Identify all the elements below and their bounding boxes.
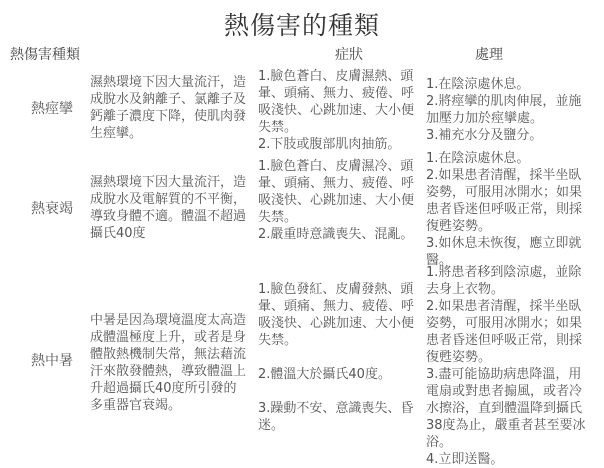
treatment-item: 1.在陰涼處休息。	[426, 77, 530, 92]
row-symptoms-heat-cramps	[258, 68, 416, 153]
symptom-item: 2.嚴重時意識喪失、混亂。	[258, 227, 414, 242]
row-name-heat-stroke: 熱中暑	[31, 353, 73, 369]
symptom-item: 3.躁動不安、意識喪失、昏迷。	[258, 401, 414, 433]
row-treatment-heat-cramps	[426, 76, 594, 144]
row-description-heat-cramps: 濕熱環境下因大量流汗，造成脫水及鈉離子、氯離子及鈣離子濃度下降，使肌肉發生痙攣。	[90, 75, 247, 141]
symptom-item: 1.臉色發紅、皮膚發熱、頭暈、頭痛、無力、疲倦、呼吸淺快、心跳加速、大小便失禁。	[258, 282, 415, 348]
treatment-item: 2.如果患者清醒，採半坐臥姿勢，可服用冰開水；如果患者昏迷但呼吸正常，則採復甦姿勢。	[426, 299, 583, 365]
treatment-item: 1.將患者移到陰涼處，並除去身上衣物。	[426, 265, 582, 297]
column-header-symptoms: 症狀	[335, 47, 363, 63]
treatment-item: 3.補充水分及鹽分。	[426, 128, 543, 143]
row-description-heat-exhaustion: 濕熱環境下因大量流汗，造成脫水及電解質的不平衡，導致身體不適。體溫不超過攝氏40度	[90, 175, 247, 241]
treatment-item: 3.盡可能協助病患降溫，用電扇或對患者搧風，或者冷水擦浴，直到體溫降到攝氏38度為止，嚴重者甚至要冰浴。	[426, 367, 586, 450]
page-title: 熱傷害的種類	[223, 11, 380, 40]
row-treatment-heat-stroke	[426, 264, 594, 468]
row-symptoms-heat-stroke	[258, 281, 416, 434]
row-symptoms-heat-exhaustion	[258, 158, 416, 243]
symptom-item: 1.臉色蒼白、皮膚濕熱、頭暈、頭痛、無力、疲倦、呼吸淺快、心跳加速、大小便失禁。	[258, 69, 415, 135]
treatment-item: 2.如果患者清醒，採半坐臥姿勢，可服用冰開水；如果患者昏迷但呼吸正常，則採復甦姿勢。	[426, 168, 583, 234]
column-header-treatment: 處理	[475, 47, 503, 63]
treatment-item: 4.立即送醫。	[426, 452, 504, 467]
treatment-item: 1.在陰涼處休息。	[426, 151, 530, 166]
symptom-item: 1.臉色蒼白、皮膚濕冷、頭暈、頭痛、無力、疲倦、呼吸淺快、心跳加速、大小便失禁。	[258, 159, 415, 225]
row-treatment-heat-exhaustion	[426, 150, 594, 269]
symptom-item: 2.下肢或腹部肌肉抽筋。	[258, 137, 401, 152]
row-description-heat-stroke: 中暑是因為環境溫度太高造成體溫極度上升，或者是身體散熱機制失常，無法藉流汗來散發體熱，導致體溫上升超過攝氏40度所引發的多重器官衰竭。	[90, 313, 247, 413]
treatment-item: 3.如休息未恢復，應立即就醫。	[426, 236, 582, 268]
symptom-item: 2.體溫大於攝氏40度。	[258, 367, 391, 382]
treatment-item: 2.將痙攣的肌肉伸展，並施加壓力加於痙攣處。	[426, 94, 582, 126]
row-name-heat-cramps: 熱痙攣	[31, 101, 73, 117]
column-header-type: 熱傷害種類	[10, 47, 80, 63]
row-name-heat-exhaustion: 熱衰竭	[31, 201, 73, 217]
